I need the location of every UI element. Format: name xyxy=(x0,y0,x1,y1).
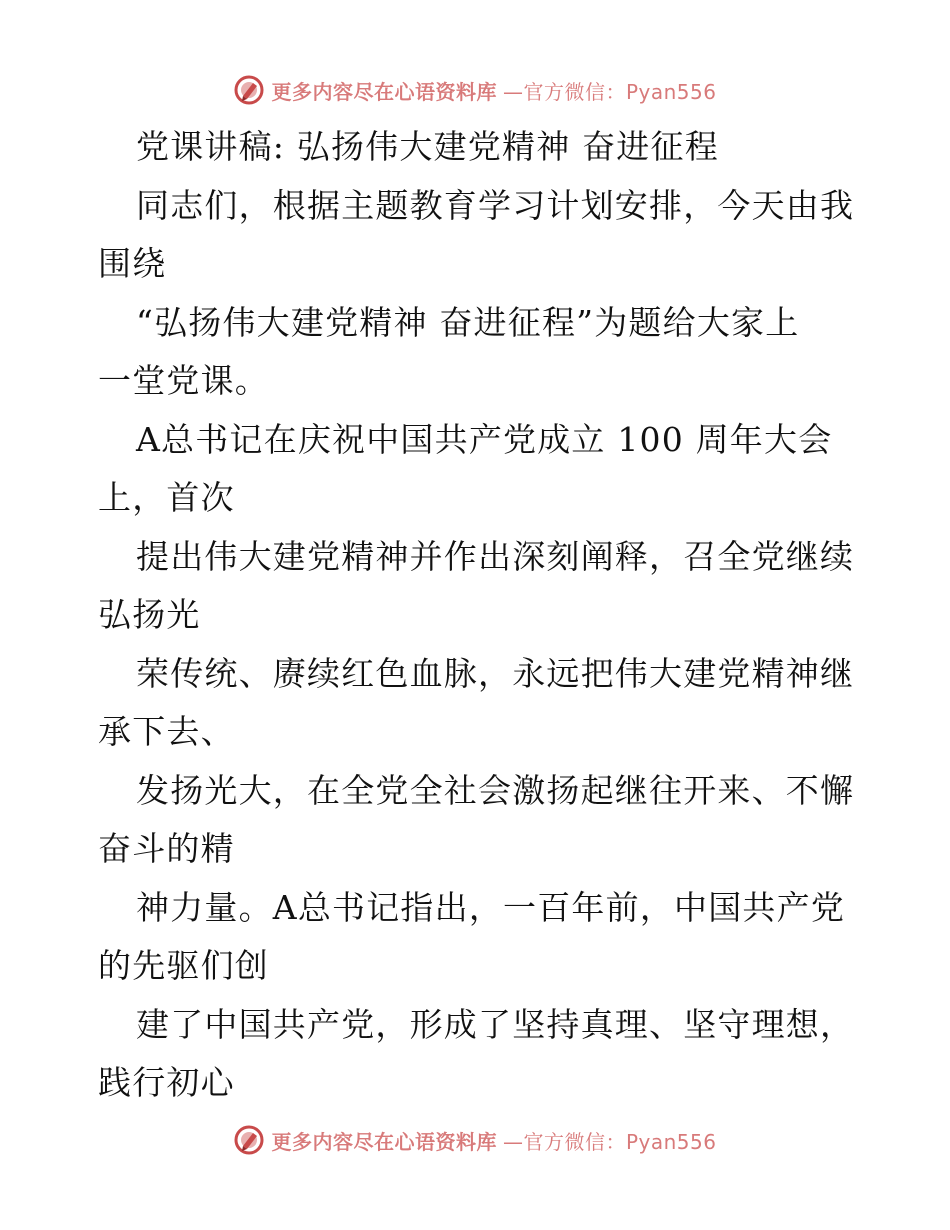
pen-nib-circle-icon xyxy=(233,1124,265,1156)
text-line: A总书记在庆祝中国共产党成立 100 周年大会 xyxy=(136,419,833,459)
text-line: 同志们，根据主题教育学习计划安排，今天由我 xyxy=(136,185,855,225)
document-title: 党课讲稿: 弘扬伟大建党精神 奋进征程 xyxy=(136,127,719,166)
text-line: 上，首次 xyxy=(98,478,235,517)
text-line: 发扬光大，在全党全社会激扬起继往开来、不懈 xyxy=(136,770,855,810)
text-line: 弘扬光 xyxy=(98,595,201,634)
text-line: 践行初心 xyxy=(98,1063,235,1102)
text-line: “弘扬伟大建党精神 奋进征程”为题给大家上 xyxy=(136,302,800,342)
watermark-contact: —官方微信：Pyan556 xyxy=(502,1129,717,1154)
header-watermark xyxy=(0,70,950,110)
pen-nib-circle-icon xyxy=(233,74,265,106)
text-line: 围绕 xyxy=(98,244,167,283)
text-line: 神力量。A总书记指出，一百年前，中国共产党 xyxy=(136,887,846,927)
text-line: 奋斗的精 xyxy=(98,829,235,868)
text-line: 一堂党课。 xyxy=(98,361,269,400)
watermark-contact: —官方微信：Pyan556 xyxy=(502,79,717,104)
document-body xyxy=(98,118,858,1113)
watermark-text: 更多内容尽在心语资料库 xyxy=(271,79,497,104)
watermark-text: 更多内容尽在心语资料库 xyxy=(271,1129,497,1154)
text-line: 的先驱们创 xyxy=(98,946,269,985)
text-line: 承下去、 xyxy=(98,712,235,751)
text-line: 荣传统、赓续红色血脉，永远把伟大建党精神继 xyxy=(136,653,855,693)
text-line: 提出伟大建党精神并作出深刻阐释，召全党继续 xyxy=(136,536,855,576)
text-line: 建了中国共产党，形成了坚持真理、坚守理想， xyxy=(136,1004,855,1044)
footer-watermark xyxy=(0,1120,950,1160)
